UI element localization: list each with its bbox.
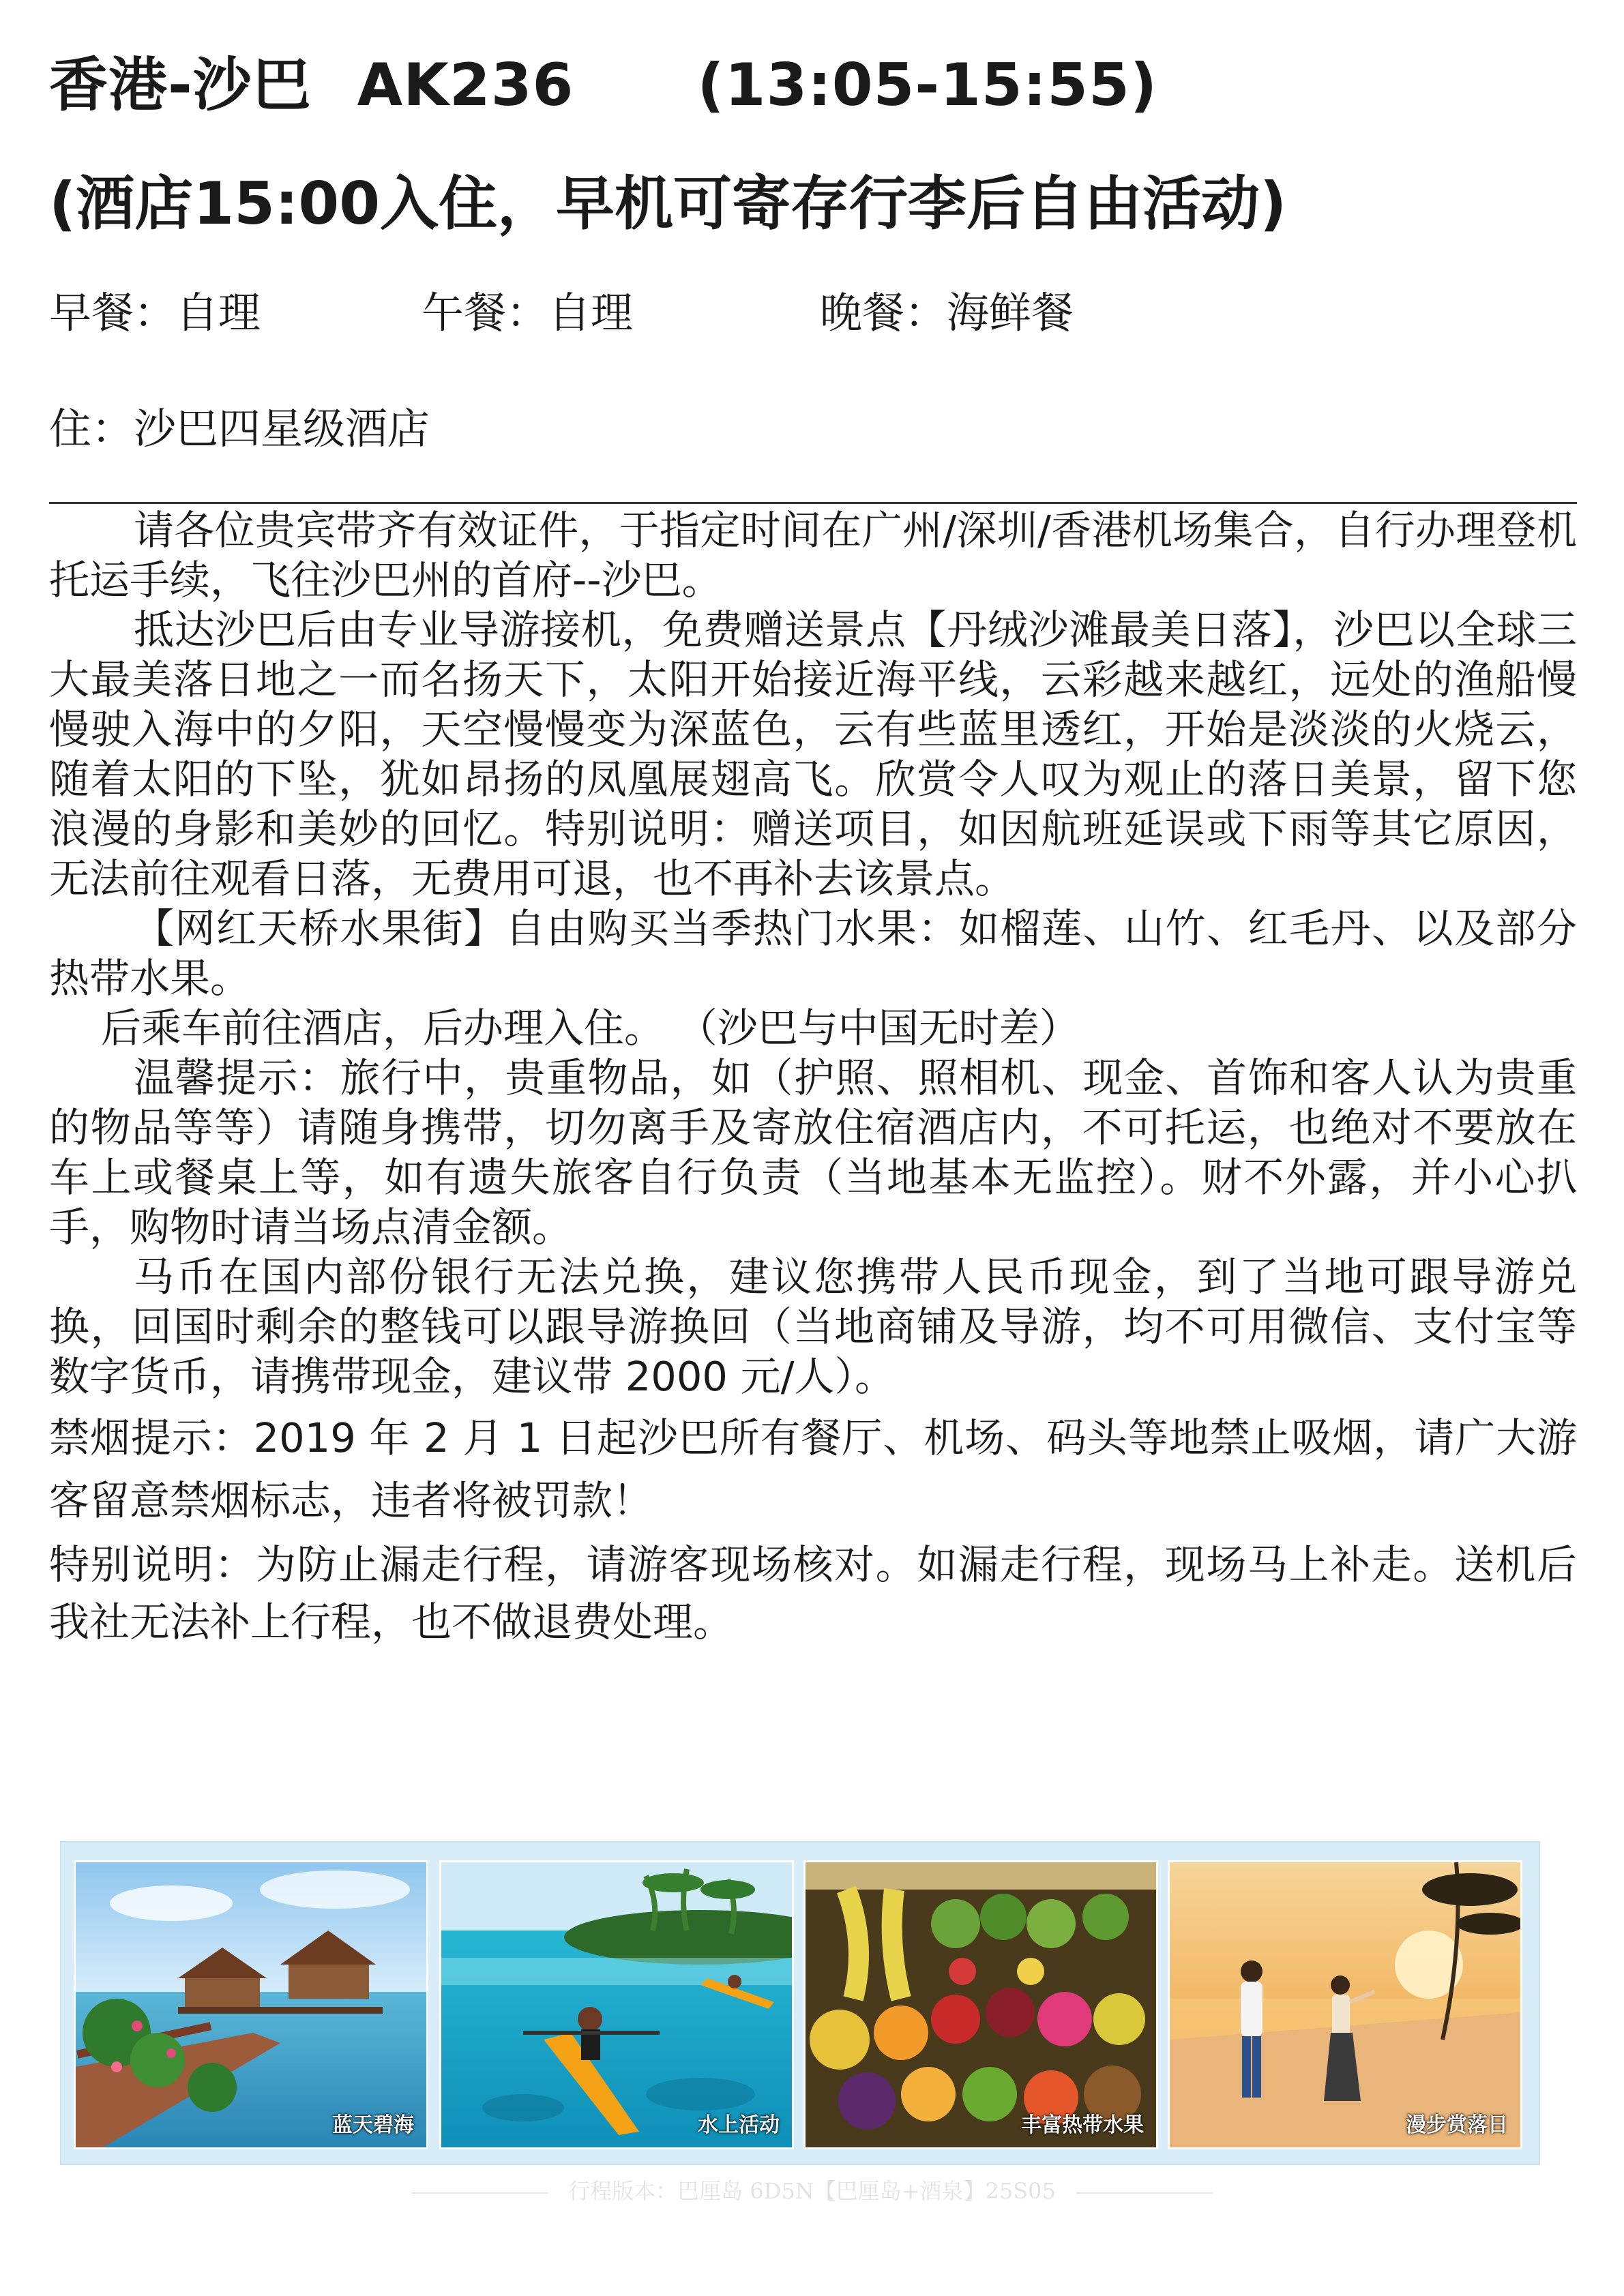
lunch-label: 午餐：自理 — [422, 288, 634, 338]
kayak-photo — [439, 1860, 794, 2149]
photo-caption: 蓝天碧海 — [332, 2113, 414, 2137]
paragraph-safety-tips: 温馨提示：旅行中，贵重物品，如（护照、照相机、现金、首饰和客人认为贵重的物品等等）请随身携带，切勿离手及寄放住宿酒店内，不可托运，也绝对不要放在车上或餐桌上等，如有遗失旅客自行负责（当地基本无监控）。财不外露，并小心扒手，购物时请当场点清金额。 — [49, 1054, 1577, 1251]
page-title — [49, 41, 1577, 130]
watermark-text: 行程版本：巴厘岛 6D5N【巴厘岛+酒泉】25S05 — [568, 2178, 1056, 2204]
paragraph-currency: 马币在国内部份银行无法兑换，建议您携带人民币现金，到了当地可跟导游兑换，回国时剩余的整钱可以跟导游换回（当地商铺及导游，均不可用微信、支付宝等数字货币，请携带现金，建议带 2000 元/人）。 — [49, 1253, 1577, 1400]
itinerary-body — [49, 505, 1577, 1401]
fruit-market-photo — [803, 1860, 1158, 2149]
dinner-label: 晚餐：海鲜餐 — [820, 288, 1074, 338]
footer-dash-left — [411, 2192, 548, 2194]
footer-dash-right — [1076, 2192, 1213, 2194]
paragraph-sunset: 抵达沙巴后由专业导游接机，免费赠送景点【丹绒沙滩最美日落】，沙巴以全球三大最美落日地之一而名扬天下，太阳开始接近海平线，云彩越来越红，远处的渔船慢慢驶入海中的夕阳，天空慢慢变为深蓝色，云有些蓝里透红，开始是淡淡的火烧云，随着太阳的下坠，犹如昂扬的凤凰展翅高飞。欣赏令人叹为观止的落日美景，留下您浪漫的身影和美妙的回忆。特别说明：赠送项目，如因航班延误或下雨等其它原因，无法前往观看日落，无费用可退，也不再补去该景点。 — [49, 606, 1577, 902]
special-notice: 特别说明：为防止漏走行程，请游客现场核对。如漏走行程，现场马上补走。送机后我社无法补上行程，也不做退费处理。 — [49, 1541, 1577, 1645]
flight-number: AK236 — [357, 51, 574, 119]
meals-row — [49, 282, 1577, 344]
paragraph-departure: 请各位贵宾带齐有效证件，于指定时间在广州/深圳/香港机场集合，自行办理登机托运手续，飞往沙巴州的首府--沙巴。 — [49, 507, 1577, 603]
photo-caption: 水上活动 — [698, 2113, 780, 2137]
sunset-beach-photo — [1168, 1860, 1522, 2149]
hotel-label: 住：沙巴四星级酒店 — [49, 404, 430, 453]
paragraph-fruit-street: 【网红天桥水果街】自由购买当季热门水果：如榴莲、山竹、红毛丹、以及部分热带水果。 — [49, 905, 1577, 1002]
photo-strip — [60, 1841, 1540, 2165]
photo-caption: 漫步赏落日 — [1406, 2113, 1508, 2137]
flight-time: (13:05-15:55) — [697, 51, 1158, 119]
checkin-subtitle: (酒店15:00入住，早机可寄存行李后自由活动) — [49, 170, 1287, 238]
route-title: 香港-沙巴 — [49, 51, 312, 119]
breakfast-label: 早餐：自理 — [49, 288, 261, 338]
itinerary-page — [49, 41, 1577, 1651]
photo-caption: 丰富热带水果 — [1021, 2113, 1144, 2137]
divider — [49, 502, 1577, 504]
footer-watermark — [0, 2174, 1624, 2205]
paragraph-hotel-transfer: 后乘车前往酒店，后办理入住。 （沙巴与中国无时差） — [101, 1004, 1080, 1052]
water-villa-photo — [74, 1860, 428, 2149]
smoking-notice: 禁烟提示：2019 年 2 月 1 日起沙巴所有餐厅、机场、码头等地禁止吸烟，请广大游客留意禁烟标志，违者将被罚款！ — [49, 1414, 1577, 1524]
